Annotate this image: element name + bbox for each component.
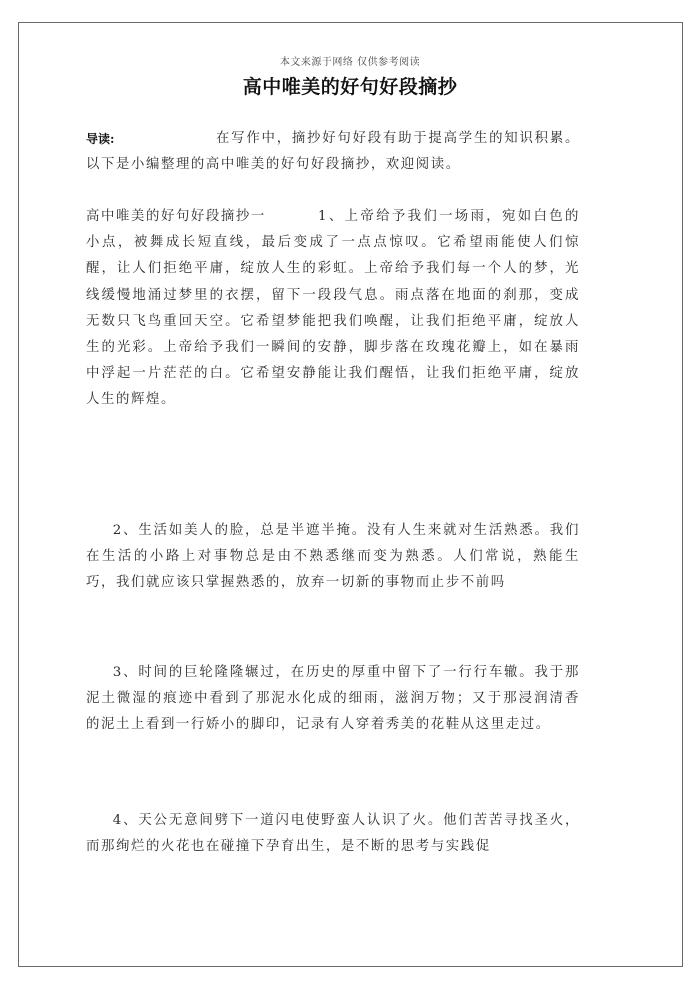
intro-label: 导读: — [86, 132, 115, 146]
paragraph-2: 2、生活如美人的脸，总是半遮半掩。没有人生来就对生活熟悉。我们在生活的小路上对事物总是由不熟悉继而变为熟悉。人们常说，熟能生巧，我们就应该只掌握熟悉的，放弃一切新的事物而止步不前吗 — [86, 523, 580, 591]
section-heading: 高中唯美的好句好段摘抄一 — [86, 209, 266, 224]
paragraph-1: 1、上帝给予我们一场雨，宛如白色的小点，被舞成长短直线，最后变成了一点点惊叹。它希望雨能使人们惊醒，让人们拒绝平庸，绽放人生的彩虹。上帝给予我们每一个人的梦，光线缓慢地涌过梦里的衣摆，留下一段段气息。雨点落在地面的刹那，变成无数只飞鸟重回天空。它希望梦能把我们唤醒，让我们拒绝平庸，绽放人生的光彩。上帝给予我们一瞬间的安静，脚步落在玫瑰花瓣上，如在暴雨中浮起一片茫茫的白。它希望安静能让我们醒悟，让我们拒绝平庸，绽放人生的辉煌。 — [86, 209, 580, 408]
intro-paragraph: 在写作中，摘抄好句好段有助于提高学生的知识积累。以下是小编整理的高中唯美的好句好段摘抄，欢迎阅读。 — [86, 131, 580, 173]
source-note: 本文来源于网络 仅供参考阅读 — [279, 57, 421, 68]
paragraph-3: 3、时间的巨轮隆隆辗过，在历史的厚重中留下了一行行车辙。我于那泥土微湿的痕迹中看到了那泥水化成的细雨，滋润万物；又于那浸润清香的泥土上看到一行娇小的脚印，记录有人穿着秀美的花鞋从这里走过。 — [86, 665, 580, 733]
document-title: 高中唯美的好句好段摘抄 — [242, 76, 458, 98]
paragraph-4: 4、天公无意间劈下一道闪电使野蛮人认识了火。他们苦苦寻找圣火，而那绚烂的火花也在碰撞下孕育出生，是不断的思考与实践促 — [86, 813, 580, 855]
